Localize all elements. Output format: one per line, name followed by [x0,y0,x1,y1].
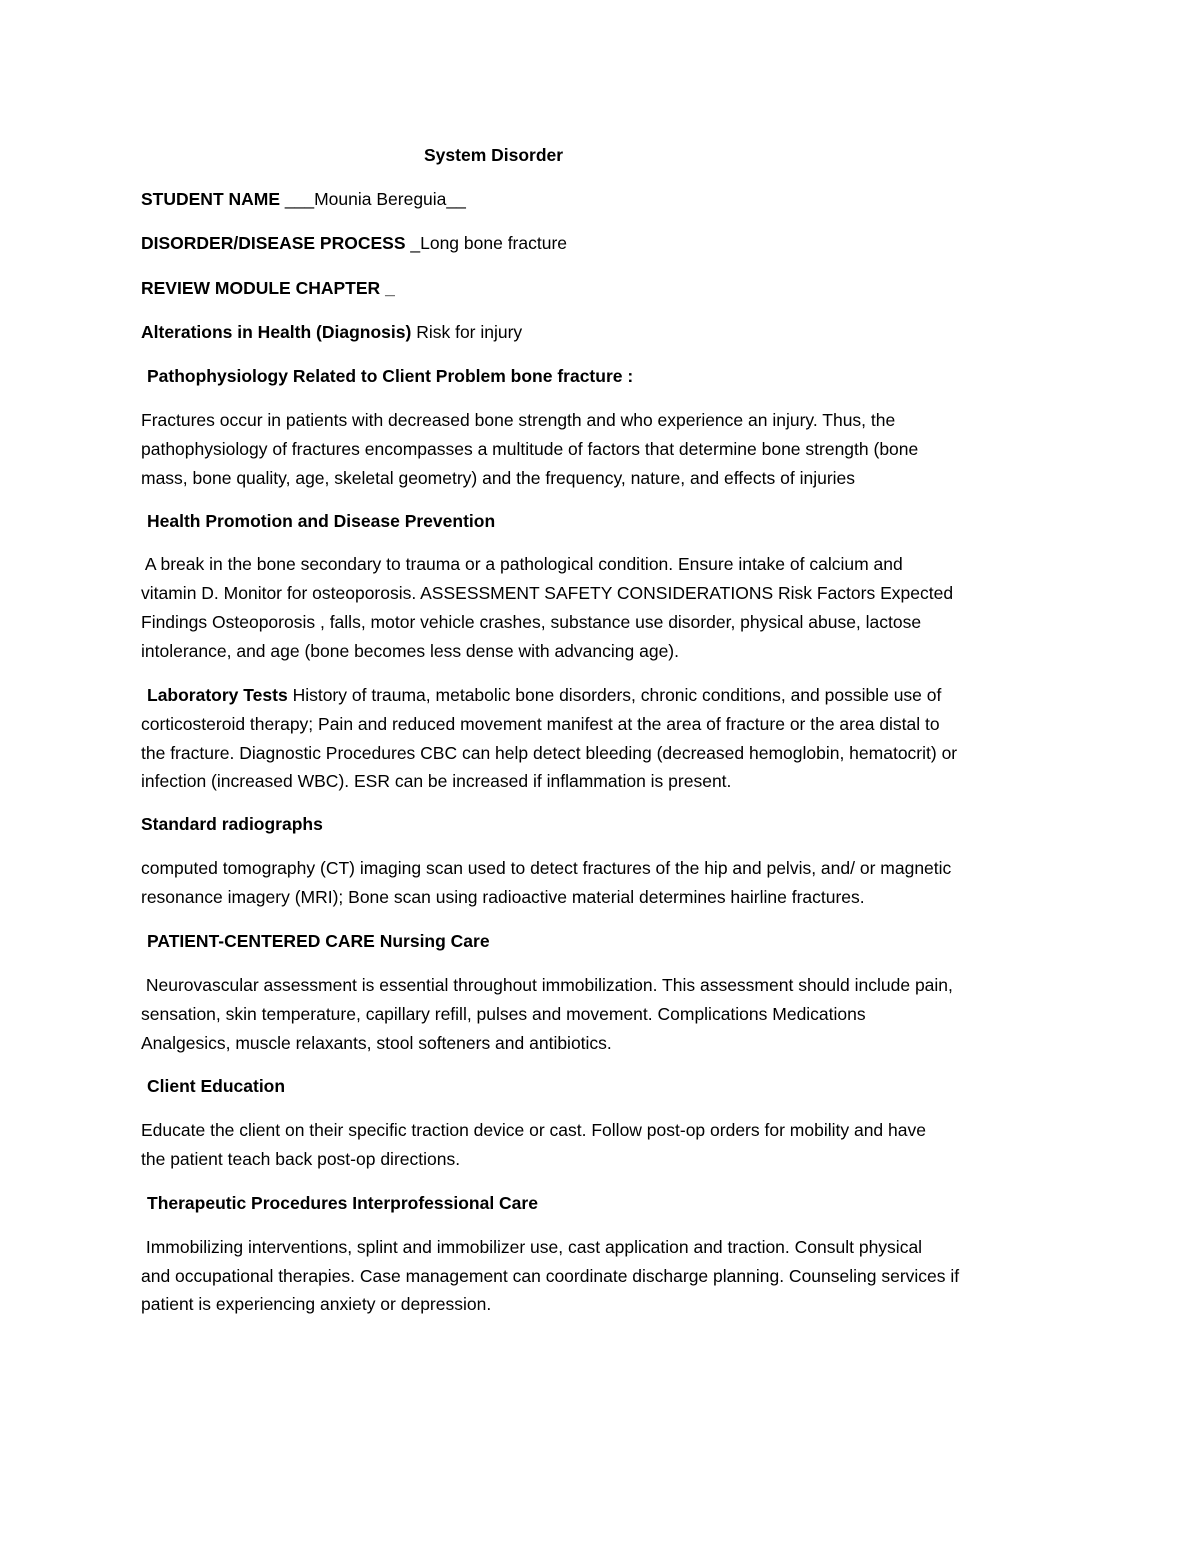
disorder-row [141,229,1071,258]
radio-line-1: computed tomography (CT) imaging scan used to detect fractures of the hip and pelvis, and/ or magnetic [141,858,952,878]
edu-line-1: Educate the client on their specific traction device or cast. Follow post-op orders for mobility and have [141,1120,926,1140]
alterations-value: Risk for injury [416,322,523,342]
patho-heading: Pathophysiology Related to Client Problem bone fracture : [147,366,634,386]
review-module-label: REVIEW MODULE CHAPTER [141,278,381,298]
thera-line-1: Immobilizing interventions, splint and immobilizer use, cast application and traction. Consult physical [141,1237,923,1257]
review-module-value: _ [385,278,395,298]
thera-line-3: patient is experiencing anxiety or depression. [141,1294,492,1314]
lab-first-line [147,681,1077,710]
health-line-1: A break in the bone secondary to trauma or a pathological condition. Ensure intake of calcium and [141,554,903,574]
review-module-row [141,274,1071,303]
health-line-3: Findings Osteoporosis , falls, motor vehicle crashes, substance use disorder, physical abuse, lactose [141,612,922,632]
alterations-row [141,318,1071,347]
edu-line-2: the patient teach back post-op directions. [141,1149,461,1169]
student-name-label: STUDENT NAME [141,189,281,209]
student-name-value: ___Mounia Bereguia__ [284,189,466,209]
thera-heading: Therapeutic Procedures Interprofessional Care [147,1193,538,1213]
pcc-line-3: Analgesics, muscle relaxants, stool softeners and antibiotics. [141,1033,612,1053]
health-line-2: vitamin D. Monitor for osteoporosis. ASSESSMENT SAFETY CONSIDERATIONS Risk Factors Expected [141,583,954,603]
thera-line-2: and occupational therapies. Case management can coordinate discharge planning. Counseling services if [141,1266,960,1286]
health-heading: Health Promotion and Disease Prevention [147,511,496,531]
pcc-line-1: Neurovascular assessment is essential throughout immobilization. This assessment should include pain, [141,975,953,995]
radio-line-2: resonance imagery (MRI); Bone scan using radioactive material determines hairline fractures. [141,887,865,907]
disorder-label: DISORDER/DISEASE PROCESS [141,233,406,253]
patho-line-3: mass, bone quality, age, skeletal geometry) and the frequency, nature, and effects of injuries [141,468,856,488]
student-name-row [141,185,1071,214]
lab-line-2: corticosteroid therapy; Pain and reduced movement manifest at the area of fracture or the area distal to [141,714,940,734]
health-line-4: intolerance, and age (bone becomes less dense with advancing age). [141,641,679,661]
pcc-heading: PATIENT-CENTERED CARE Nursing Care [147,931,490,951]
patho-line-2: pathophysiology of fractures encompasses a multitude of factors that determine bone strength (bone [141,439,919,459]
document-title: System Disorder [424,145,564,165]
lab-line-4: infection (increased WBC). ESR can be increased if inflammation is present. [141,771,732,791]
lab-line-3: the fracture. Diagnostic Procedures CBC can help detect bleeding (decreased hemoglobin, hematocrit) or [141,743,958,763]
lab-first-rest: History of trauma, metabolic bone disorders, chronic conditions, and possible use of [292,685,942,705]
alterations-label: Alterations in Health (Diagnosis) [141,322,412,342]
patho-line-1: Fractures occur in patients with decreased bone strength and who experience an injury. Thus, the [141,410,896,430]
disorder-value: _Long bone fracture [410,233,568,253]
lab-label: Laboratory Tests [147,685,288,705]
radio-heading: Standard radiographs [141,814,323,834]
pcc-line-2: sensation, skin temperature, capillary refill, pulses and movement. Complications Medications [141,1004,866,1024]
edu-heading: Client Education [147,1076,286,1096]
